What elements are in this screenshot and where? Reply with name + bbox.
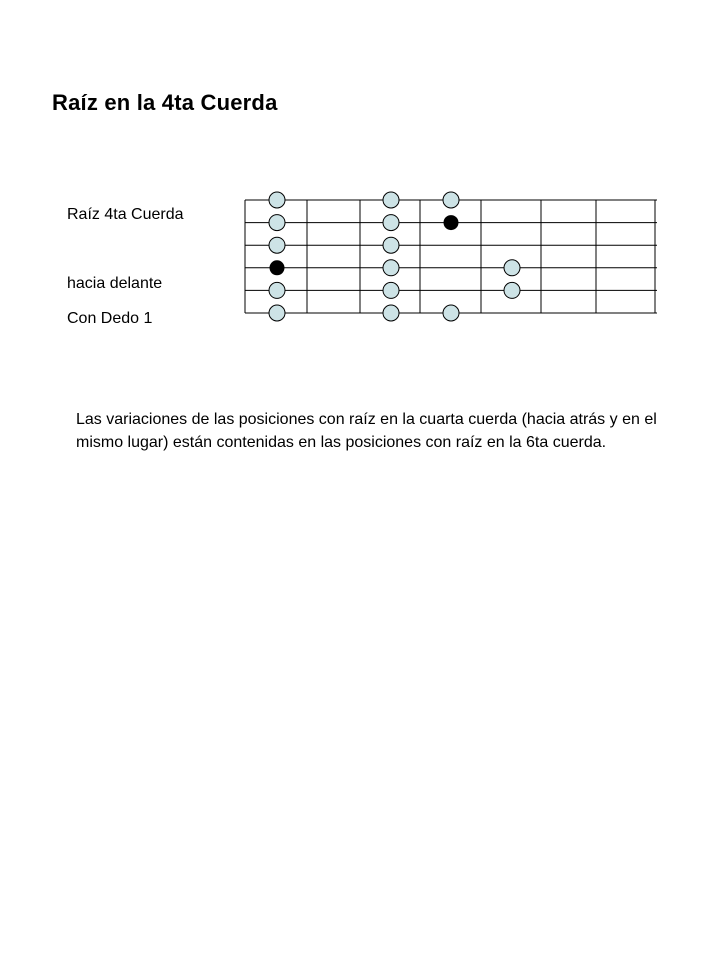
scale-note-dot <box>443 192 459 208</box>
scale-note-dot <box>383 305 399 321</box>
scale-note-dot <box>443 305 459 321</box>
scale-note-dot <box>269 305 285 321</box>
scale-note-dot <box>383 215 399 231</box>
scale-note-dot <box>383 282 399 298</box>
label-root-string: Raíz 4ta Cuerda <box>67 206 184 223</box>
scale-note-dot <box>383 192 399 208</box>
page-title: Raíz en la 4ta Cuerda <box>52 90 278 115</box>
scale-note-dot <box>269 282 285 298</box>
label-direction: hacia delante <box>67 275 163 292</box>
scale-note-dot <box>269 192 285 208</box>
scale-note-dot <box>383 237 399 253</box>
label-finger: Con Dedo 1 <box>67 310 153 327</box>
root-note-dot <box>270 260 285 275</box>
scale-note-dot <box>269 237 285 253</box>
explanation-note: Las variaciones de las posiciones con raíz en la cuarta cuerda (hacia atrás y en el mismo lugar) están contenidas en las posiciones con raíz en la 6ta cuerda. <box>76 411 657 451</box>
scale-note-dot <box>504 282 520 298</box>
scale-note-dot <box>269 215 285 231</box>
root-note-dot <box>444 215 459 230</box>
scale-note-dot <box>383 260 399 276</box>
scale-note-dot <box>504 260 520 276</box>
